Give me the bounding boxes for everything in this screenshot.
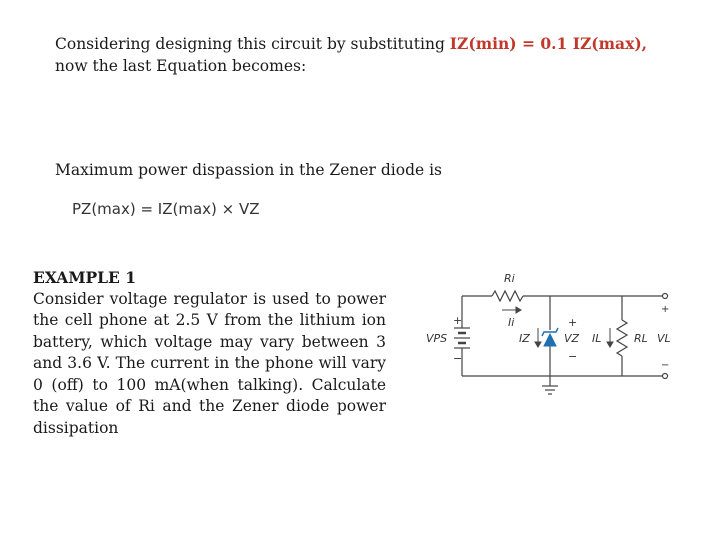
label-rl: RL [634,332,648,345]
zener-regulator-circuit [422,268,682,398]
example-block [33,267,386,439]
label-vz-plus: + [568,316,578,329]
example-body: Consider voltage regulator is used to power the cell phone at 2.5 V from the lithium ion battery, which voltage may vary between 3 and 3.6 V. The current in the phone will vary 0 (off) to 100 mA(when talking). Calculate the value of Ri and the Zener diode power dissipation [33,289,386,437]
intro-paragraph [55,33,695,77]
label-il: IL [592,332,602,345]
label-vps-plus: + [453,314,463,327]
ii-arrowhead [516,307,521,313]
rl-resistor [617,320,627,356]
label-vz: VZ [564,332,580,345]
label-vl: VL [657,332,671,345]
example-title: EXAMPLE 1 [33,268,137,287]
output-terminal-top [663,294,668,299]
il-arrowhead [607,342,613,347]
power-equation: PZ(max) = IZ(max) × VZ [72,200,260,218]
label-ii: Ii [508,316,515,329]
iz-arrowhead [535,342,541,347]
output-terminal-bottom [663,374,668,379]
label-vps: VPS [426,332,448,345]
intro-text: Considering designing this circuit by substituting [55,35,450,53]
zener-diode [542,328,558,346]
battery-symbol [454,328,470,348]
label-vps-minus: − [453,352,463,365]
label-vl-plus: + [661,304,670,315]
label-vz-minus: − [568,350,578,363]
label-ri: Ri [504,272,515,285]
ri-resistor [492,291,523,301]
current-condition-highlight: IZ(min) = 0.1 IZ(max), [449,34,648,53]
label-iz: IZ [519,332,530,345]
label-vl-minus: − [661,360,670,371]
power-dissipation-text: Maximum power dispassion in the Zener diode is [55,161,443,179]
intro-text-line2: now the last Equation becomes: [55,57,307,75]
